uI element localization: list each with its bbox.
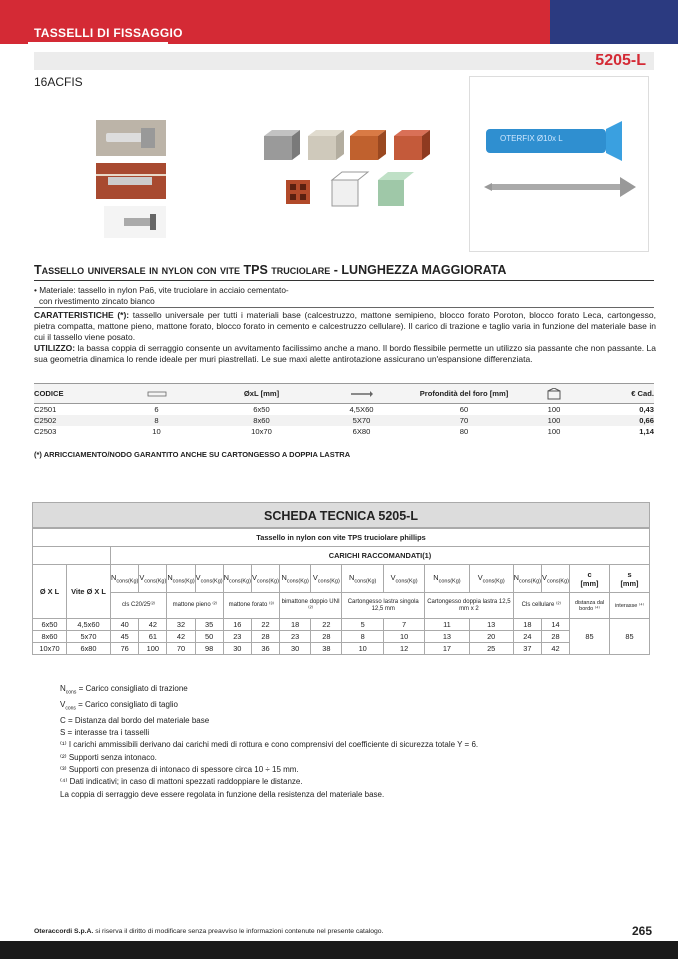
tech-n-header: $N_{cons(Kg)}$ — [167, 565, 195, 593]
tech-cell: 32 — [167, 619, 195, 631]
product-code-band — [34, 52, 654, 70]
tech-cell: 10 — [342, 643, 384, 655]
tech-cell: 8x60 — [33, 631, 67, 643]
tech-material-header: Cartongesso lastra singola 12,5 mm — [342, 593, 425, 619]
tech-n-header: $N_{cons(Kg)}$ — [111, 565, 139, 593]
tech-cell: 24 — [513, 631, 541, 643]
col-codice: CODICE — [34, 384, 114, 404]
tech-dxl-header: Ø X L — [33, 565, 67, 619]
installation-photo-3 — [104, 206, 166, 238]
tech-material-header: bimattone doppio UNI ⁽²⁾ — [279, 593, 341, 619]
tech-cell: 76 — [111, 643, 139, 655]
tech-s-label: interasse ⁽⁴⁾ — [610, 593, 650, 619]
catalog-code: 16ACFIS — [34, 75, 83, 89]
tech-n-header: $N_{cons(Kg)}$ — [279, 565, 310, 593]
section-rule — [34, 307, 654, 308]
tech-cell: 25 — [469, 643, 513, 655]
tech-cell: 100 — [139, 643, 167, 655]
tech-cell: 13 — [425, 631, 470, 643]
tech-n-header: $N_{cons(Kg)}$ — [513, 565, 541, 593]
features-text: CARATTERISTICHE (*): tassello universale per tutti i materiali base (calcestruzzo, mattone semipieno, blocco forato Poroton, blocco forato Leca, cartongesso, pietra compatta, mattone pieno, mattone forato, blocco forato in cemento e calcestruzzo cellulare). Il carico di trazione e taglio varia in funzione del materiale base in cui il tassello viene posato. UTILIZZO: la bassa coppia di serraggio consente un avvitamento facilissimo anche a mano. Il bordo flessibile permette un utilizzo sia passante che non passante. La sua geometria dinamica lo rende ideale per muri piastrellati. Le sue maxi alette antirotazione assicurano un'espansione differenziata. — [34, 310, 656, 364]
tech-cell: 6x80 — [67, 643, 111, 655]
tech-sheet-title: SCHEDA TECNICA 5205-L — [32, 502, 650, 528]
tech-cell: 30 — [279, 643, 310, 655]
anchor-screw-illustration — [470, 77, 648, 251]
tech-material-header: cls C20/25⁽²⁾ — [111, 593, 167, 619]
tech-n-header: $N_{cons(Kg)}$ — [342, 565, 384, 593]
tech-cell: 70 — [167, 643, 195, 655]
tech-vite-header: Vite Ø X L — [67, 565, 111, 619]
tech-s-value: 85 — [610, 619, 650, 655]
tech-material-header: Cartongesso doppia lastra 12,5 mm x 2 — [425, 593, 514, 619]
tech-carichi: CARICHI RACCOMANDATI(1) — [111, 547, 650, 565]
tech-cell: 18 — [279, 619, 310, 631]
tech-cell: 5x70 — [67, 631, 111, 643]
tech-cell: 30 — [223, 643, 251, 655]
footer-disclaimer: Oteraccordi S.p.A. si riserva il diritto di modificare senza preavviso le informazioni contenute nel presente catalogo. — [34, 928, 384, 935]
tech-cell: 20 — [469, 631, 513, 643]
title-rule — [34, 280, 654, 281]
legend: $N_{cons}$ = Carico consigliato di trazione $V_{cons}$ = Carico consigliato di taglio C = Distanza dal bordo del materiale base S = interasse tra i tasselli ⁽¹⁾ I carichi ammissibili derivano dai carichi medi di rottura e cono comprensivi del coefficiente di sicurezza totale Y = 6. ⁽²⁾ Supporti senza intonaco. ⁽³⁾ Supporti con presenza di intonaco di spessore circa 10 ÷ 15 mm. ⁽⁴⁾ Dati indicativi; in caso di mattoni spezzati raddoppiare le distanze. La coppia di serraggio deve essere regolata in funzione della resistenza del materiale base. — [60, 684, 479, 799]
product-title: Tassello universale in nylon con vite TPS truciolare - LUNGHEZZA MAGGIORATA — [34, 263, 507, 277]
tech-cell: 28 — [251, 631, 279, 643]
tech-v-header: $V_{cons(Kg)}$ — [251, 565, 279, 593]
section-title-underline — [28, 42, 168, 44]
tech-v-header: $V_{cons(Kg)}$ — [195, 565, 223, 593]
tech-cell: 18 — [513, 619, 541, 631]
tech-table — [32, 528, 650, 655]
tech-material-header: mattone forato ⁽³⁾ — [223, 593, 279, 619]
product-print: OTERFIX Ø10x L — [500, 134, 563, 143]
tech-cell: 22 — [251, 619, 279, 631]
table-note: (*) ARRICCIAMENTO/NODO GARANTITO ANCHE SU CARTONGESSO A DOPPIA LASTRA — [34, 450, 351, 459]
tech-cell: 17 — [425, 643, 470, 655]
installation-photo-1 — [96, 120, 166, 156]
product-table — [34, 383, 654, 437]
tech-v-header: $V_{cons(Kg)}$ — [139, 565, 167, 593]
tech-cell: 10 — [384, 631, 425, 643]
screw-icon — [324, 384, 399, 404]
tech-cell: 10x70 — [33, 643, 67, 655]
tech-c-value: 85 — [570, 619, 610, 655]
tech-material-header: mattone pieno ⁽²⁾ — [167, 593, 223, 619]
tech-cell: 42 — [167, 631, 195, 643]
tech-cell: 61 — [139, 631, 167, 643]
tech-cell: 8 — [342, 631, 384, 643]
tech-row — [33, 643, 650, 655]
table-row: C2503 10 10x70 6X80 80 100 1,14 — [34, 426, 654, 436]
anchor-diameter-icon — [114, 384, 199, 404]
col-depth: Profondità del foro [mm] — [399, 384, 529, 404]
tech-cell: 37 — [513, 643, 541, 655]
box-quantity-icon — [529, 384, 579, 404]
tech-cell: 35 — [195, 619, 223, 631]
tech-cell: 11 — [425, 619, 470, 631]
tech-row — [33, 631, 650, 643]
tech-v-header: $V_{cons(Kg)}$ — [469, 565, 513, 593]
tech-cell: 7 — [384, 619, 425, 631]
tech-cell: 14 — [542, 619, 570, 631]
tech-cell: 38 — [311, 643, 342, 655]
col-price: € Cad. — [579, 384, 654, 404]
tech-cell: 45 — [111, 631, 139, 643]
tech-cell: 42 — [139, 619, 167, 631]
tech-n-header: $N_{cons(Kg)}$ — [425, 565, 470, 593]
tech-cell: 4,5x60 — [67, 619, 111, 631]
installation-photo-2 — [96, 163, 166, 199]
product-image-box — [469, 76, 649, 252]
base-materials-illustration — [262, 128, 438, 212]
tech-row — [33, 619, 650, 631]
tech-cell: 28 — [542, 631, 570, 643]
tech-cell: 12 — [384, 643, 425, 655]
tech-subtitle: Tassello in nylon con vite TPS truciolare phillips — [33, 529, 650, 547]
tech-cell: 28 — [311, 631, 342, 643]
tech-cell: 42 — [542, 643, 570, 655]
col-dxl: ØxL [mm] — [199, 384, 324, 404]
tech-cell: 5 — [342, 619, 384, 631]
tech-c-header: c [mm] — [570, 565, 610, 593]
tech-material-header: Cls cellulare ⁽²⁾ — [513, 593, 569, 619]
tech-cell: 23 — [279, 631, 310, 643]
header-bar — [0, 0, 678, 44]
tech-c-label: distanza dal bordo ⁽⁴⁾ — [570, 593, 610, 619]
section-title: TASSELLI DI FISSAGGIO — [34, 26, 183, 40]
tech-n-header: $N_{cons(Kg)}$ — [223, 565, 251, 593]
page-number: 265 — [631, 924, 652, 938]
table-row: C2501 6 6x50 4,5X60 60 100 0,43 — [34, 404, 654, 414]
tech-cell: 13 — [469, 619, 513, 631]
table-row: C2502 8 8x60 5X70 70 100 0,66 — [34, 415, 654, 425]
tech-v-header: $V_{cons(Kg)}$ — [542, 565, 570, 593]
tech-cell: 22 — [311, 619, 342, 631]
tech-cell: 36 — [251, 643, 279, 655]
product-code: 5205-L — [595, 52, 646, 69]
tech-cell: 23 — [223, 631, 251, 643]
tech-v-header: $V_{cons(Kg)}$ — [384, 565, 425, 593]
materials-text: • Materiale: tassello in nylon Pa6, vite truciolare in acciaio cementato- con rivestimento zincato bianco — [34, 285, 289, 306]
tech-cell: 6x50 — [33, 619, 67, 631]
tech-v-header: $V_{cons(Kg)}$ — [311, 565, 342, 593]
tech-cell: 40 — [111, 619, 139, 631]
tech-s-header: s [mm] — [610, 565, 650, 593]
tech-cell: 50 — [195, 631, 223, 643]
tech-cell: 16 — [223, 619, 251, 631]
footer-bar — [0, 941, 678, 959]
tech-cell: 98 — [195, 643, 223, 655]
header-navy-block — [550, 0, 678, 44]
